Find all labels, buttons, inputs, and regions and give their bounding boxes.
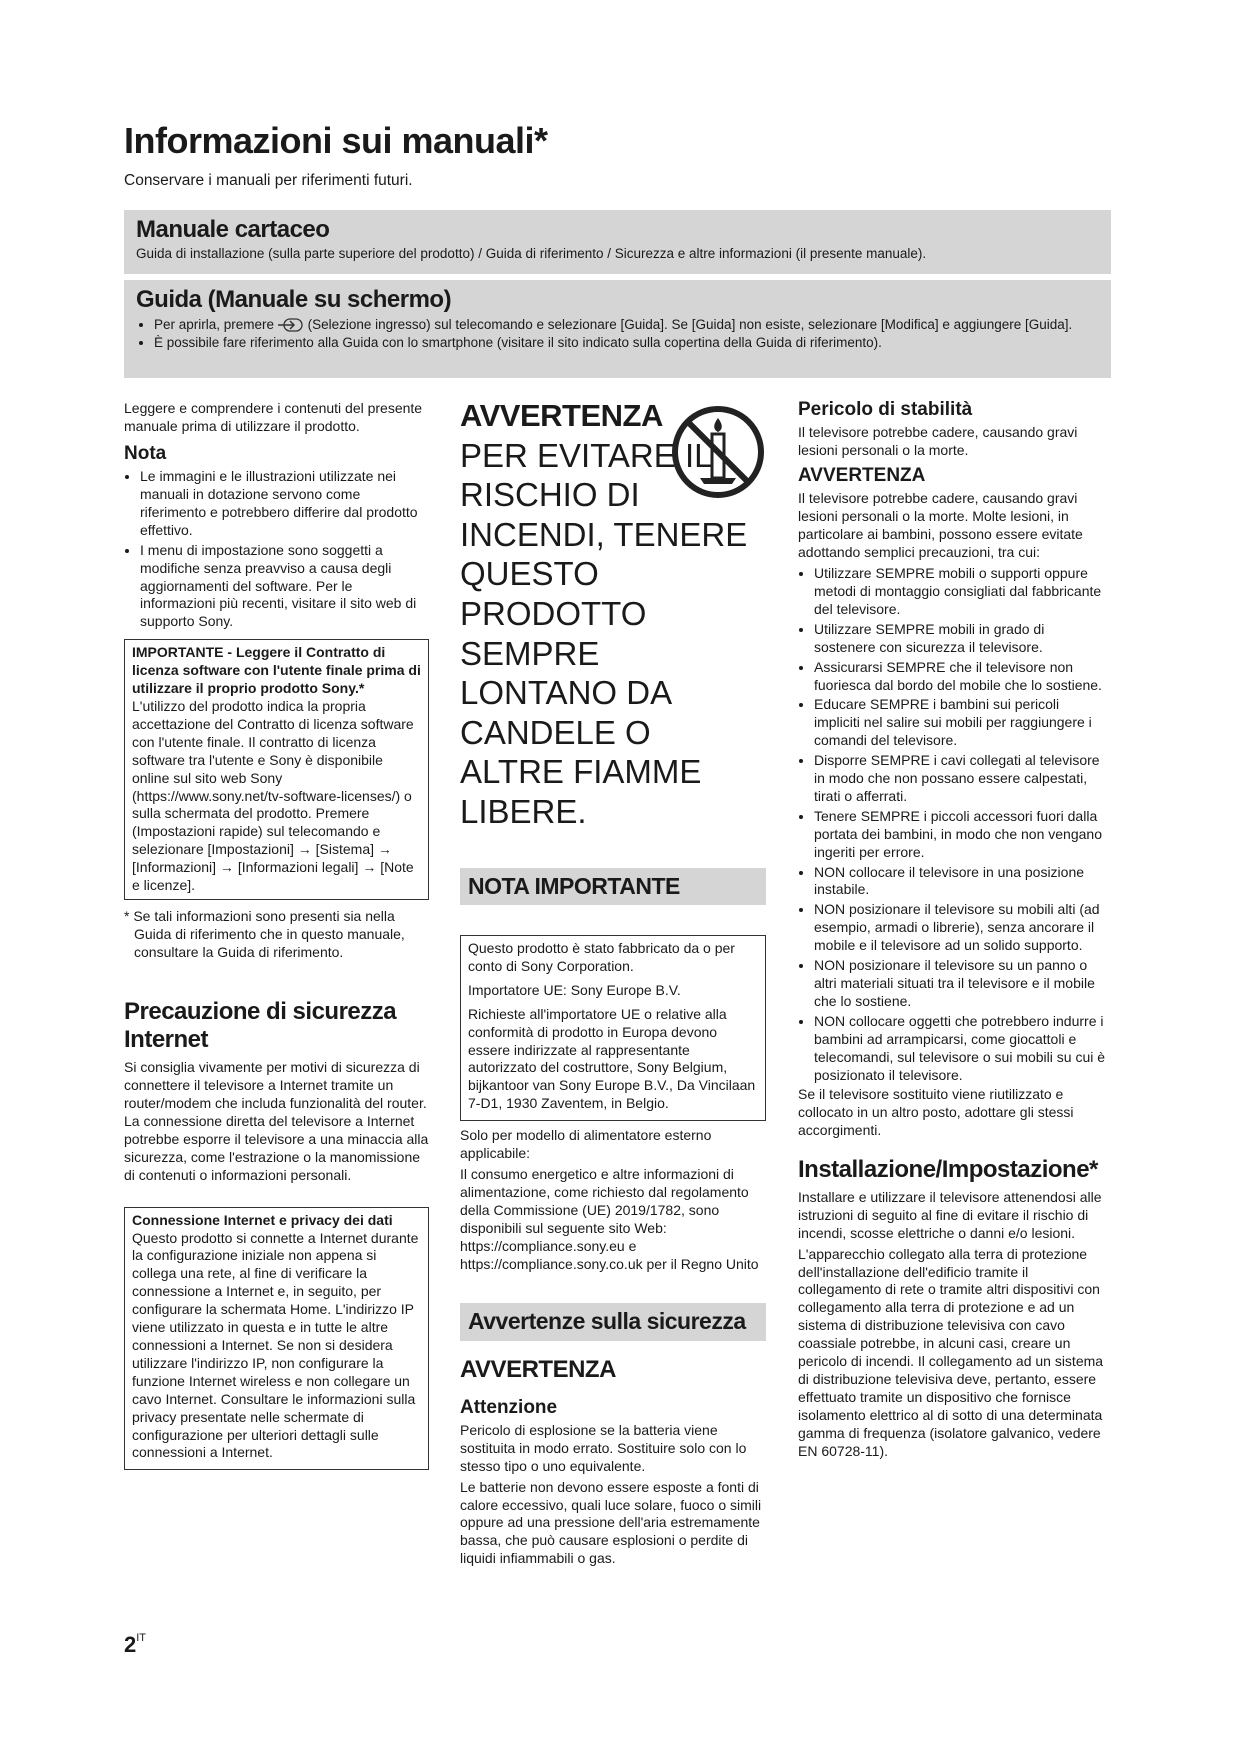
page-number-value: 2	[124, 1632, 137, 1657]
attenzione-p1: Pericolo di esplosione se la batteria viene sostituita in modo errato. Sostituire solo con lo stesso tipo o uno equivalente.	[460, 1421, 747, 1474]
privacy-box	[124, 1207, 429, 1471]
avvertenza2-title: AVVERTENZA	[460, 1355, 616, 1383]
alimentatore-text: Solo per modello di alimentatore esterno applicabile:	[460, 1127, 712, 1162]
manufacturer-line: Richieste all'importatore UE o relative alla conformità di prodotto in Europa devono essere indirizzate al rappresentante autorizzato del costruttore, Sony Belgium, bijkantoor van Sony Europe B.V., Da Vincilaan 7-D1, 1930 Zaventem, in Belgio.	[468, 1005, 756, 1112]
stabilita-item: • Disporre SEMPRE i cavi collegati al televisore in modo che non possano essere calpestati, tirati o afferrati.	[814, 752, 1108, 806]
guida-bullet1-post: (Selezione ingresso) sul telecomando e selezionare [Guida]. Se [Guida] non esiste, selezionare [Modifica] e aggiungere [Guida].	[307, 317, 1073, 332]
warning-text: PER EVITARE IL RISCHIO DI INCENDI, TENERE QUESTO PRODOTTO SEMPRE LONTANO DA CANDELE O ALTRE FIAMME LIBERE.	[460, 436, 748, 831]
stabilita-item: • NON collocare oggetti che potrebbero indurre i bambini ad arrampicarsi, come giocattoli e telecomandi, sul televisore o sui mobili su cui è posizionato il televisore.	[814, 1013, 1108, 1085]
installazione-p1: Installare e utilizzare il televisore attenendosi alle istruzioni di seguito al fine di evitare il rischio di incendi, scosse elettriche o danni e/o lesioni.	[798, 1188, 1102, 1241]
guida-list	[136, 316, 1099, 351]
stabilita-title: Pericolo di stabilità	[798, 399, 973, 420]
attenzione-p2: Le batterie non devono essere esposte a fonti di calore eccessivo, quali luce solare, fuoco o simili oppure ad una pressione dell'aria estremamente bassa, che può causare esplosioni o perdite di liquidi infiammabili o gas.	[460, 1478, 762, 1567]
precauzione-title: Precauzione di sicurezza Internet	[124, 997, 397, 1054]
stabilita-item: • NON posizionare il televisore su mobili alti (ad esempio, armadi o librerie), senza ancorare il mobile e il televisore ad un solido supporto.	[814, 901, 1108, 955]
page-lang: IT	[136, 1632, 147, 1644]
installazione-p2: L'apparecchio collegato alla terra di protezione dell'installazione dell'edificio tramite il collegamento di rete o tramite altri dispositivi con collegamento alla terra di protezione e ad un sistema di distribuzione televisiva con cavo coassiale potrebbe, in alcuni casi, creare un pericolo di incendi. Il collegamento ad un sistema di distribuzione televisiva deve, pertanto, essere effettuato tramite un dispositivo che fornisce isolamento elettrico al di sotto di una determinata gamma di frequenza (isolatore galvanico, vedere EN 60728-11).	[798, 1245, 1104, 1459]
guida-box	[124, 280, 1111, 378]
page-subtitle: Conservare i manuali per riferimenti futuri.	[124, 172, 413, 189]
stabilita-item: • Educare SEMPRE i bambini sui pericoli impliciti nel salire sui mobili per raggiungere i comandi del televisore.	[814, 696, 1108, 750]
right-avvertenza-text: Il televisore potrebbe cadere, causando gravi lesioni personali o la morte. Molte lesioni, in particolare ai bambini, possono essere evitate adottando semplici precauzioni, tra cui:	[798, 490, 1083, 561]
fire-warning	[460, 396, 766, 832]
stabilita-item: • Tenere SEMPRE i piccoli accessori fuori dalla portata dei bambini, in modo che non vengano ingeriti per errore.	[814, 808, 1108, 862]
left-column	[124, 400, 429, 1470]
guida-bullet1-pre: Per aprirla, premere	[154, 317, 275, 332]
stabilita-item: • NON collocare il televisore in una posizione instabile.	[814, 864, 1108, 900]
avvertenze-sicurezza-heading: Avvertenze sulla sicurezza	[460, 1303, 766, 1340]
manuale-cartaceo-title: Manuale cartaceo	[136, 216, 330, 243]
footnote: * Se tali informazioni sono presenti sia nella Guida di riferimento che in questo manuale, consultare la Guida di riferimento.	[124, 907, 405, 960]
nota-item: • Le immagini e le illustrazioni utilizzate nei manuali in dotazione servono come riferimento e potrebbero differire dal prodotto effettivo.	[140, 468, 429, 540]
guida-item	[154, 316, 1099, 334]
nota-list	[124, 468, 429, 631]
warning-title: AVVERTENZA	[460, 398, 663, 433]
stabilita-item: • Utilizzare SEMPRE mobili in grado di sostenere con sicurezza il televisore.	[814, 621, 1108, 657]
riutilizzo-text: Se il televisore sostituito viene riutilizzato e collocato in un altro posto, adottare gli stessi accorgimenti.	[798, 1086, 1074, 1139]
manufacturer-box	[460, 935, 766, 1121]
license-heading: IMPORTANTE - Leggere il Contratto di licenza software con l'utente finale prima di utilizzare il proprio prodotto Sony.*	[132, 644, 421, 697]
privacy-text: Questo prodotto si connette a Internet durante la configurazione iniziale non appena si collega una rete, al fine di verificare la connessione a Internet e, in seguito, per configurare la schermata Home. L'indirizzo IP viene utilizzato in questa e in tutte le altre connessioni a Internet. Se non si desidera utilizzare l'indirizzo IP, non configurare la funzione Internet wireless e non collegare un cavo Internet. Consultare le informazioni sulla privacy presentate nelle schermate di configurazione per ulteriori dettagli sulle connessioni a Internet.	[132, 1229, 419, 1461]
manufacturer-line: Importatore UE: Sony Europe B.V.	[468, 981, 681, 998]
stabilita-list	[798, 565, 1108, 1084]
intro-text: Leggere e comprendere i contenuti del presente manuale prima di utilizzare il prodotto.	[124, 400, 423, 434]
guida-title: Guida (Manuale su schermo)	[136, 286, 452, 313]
license-box	[124, 639, 429, 900]
nota-title: Nota	[124, 442, 167, 464]
stabilita-item: • Assicurarsi SEMPRE che il televisore non fuoriesca dal bordo del mobile che lo sostiene.	[814, 659, 1108, 695]
manuale-cartaceo-box	[124, 210, 1111, 274]
manufacturer-line: Questo prodotto è stato fabbricato da o per conto di Sony Corporation.	[468, 940, 735, 974]
precauzione-text: Si consiglia vivamente per motivi di sicurezza di connettere il televisore a Internet tramite un router/modem che includa funzionalità del router. La connessione diretta del televisore a Internet potrebbe esporre il televisore a una minaccia alla sicurezza, come l'estrazione o la manomissione di contenuti o informazioni personali.	[124, 1059, 429, 1183]
guida-item: • È possibile fare riferimento alla Guida con lo smartphone (visitare il sito indicato sulla copertina della Guida di riferimento).	[154, 334, 1099, 352]
page-number	[124, 1632, 146, 1658]
input-select-icon	[278, 317, 304, 333]
attenzione-title: Attenzione	[460, 1396, 558, 1418]
license-text: L'utilizzo del prodotto indica la propria accettazione del Contratto di licenza software con l'utente finale. Il contratto di licenza software tra l'utente e Sony è disponibile online sul sito web Sony (https://www.sony.net/tv-software-licenses/) o sulla schermata del prodotto. Premere (Impostazioni rapide) sul telecomando e selezionare [Impostazioni] → [Sistema] → [Informazioni] → [Informazioni legali] → [Note e licenze].	[132, 698, 414, 894]
consumo-text: Il consumo energetico e altre informazioni di alimentazione, come richiesto dal regolamento della Commissione (UE) 2019/1782, sono disponibili sul seguente sito Web: https://compliance.sony.eu e https://compliance.sony.co.uk per il Regno Unito	[460, 1166, 759, 1272]
page-title: Informazioni sui manuali*	[124, 120, 548, 161]
stabilita-item: • Utilizzare SEMPRE mobili o supporti oppure metodi di montaggio consigliati dal fabbricante del televisore.	[814, 565, 1108, 619]
installazione-title: Installazione/Impostazione*	[798, 1156, 1098, 1184]
right-column	[798, 398, 1108, 1464]
stabilita-item: • NON posizionare il televisore su un panno o altri materiali situati tra il televisore e il mobile che lo sostiene.	[814, 957, 1108, 1011]
nota-item: • I menu di impostazione sono soggetti a modifiche senza preavviso a causa degli aggiornamenti del software. Per le informazioni più recenti, visitare il sito web di supporto Sony.	[140, 542, 429, 632]
no-candle-icon	[670, 404, 766, 500]
stabilita-text: Il televisore potrebbe cadere, causando gravi lesioni personali o la morte.	[798, 424, 1078, 459]
nota-importante-heading: NOTA IMPORTANTE	[460, 868, 766, 905]
right-avvertenza-title: AVVERTENZA	[798, 465, 926, 487]
middle-column	[460, 396, 766, 1571]
manuale-cartaceo-text: Guida di installazione (sulla parte superiore del prodotto) / Guida di riferimento / Sicurezza e altre informazioni (il presente manuale).	[136, 246, 927, 261]
privacy-title: Connessione Internet e privacy dei dati	[132, 1211, 393, 1228]
